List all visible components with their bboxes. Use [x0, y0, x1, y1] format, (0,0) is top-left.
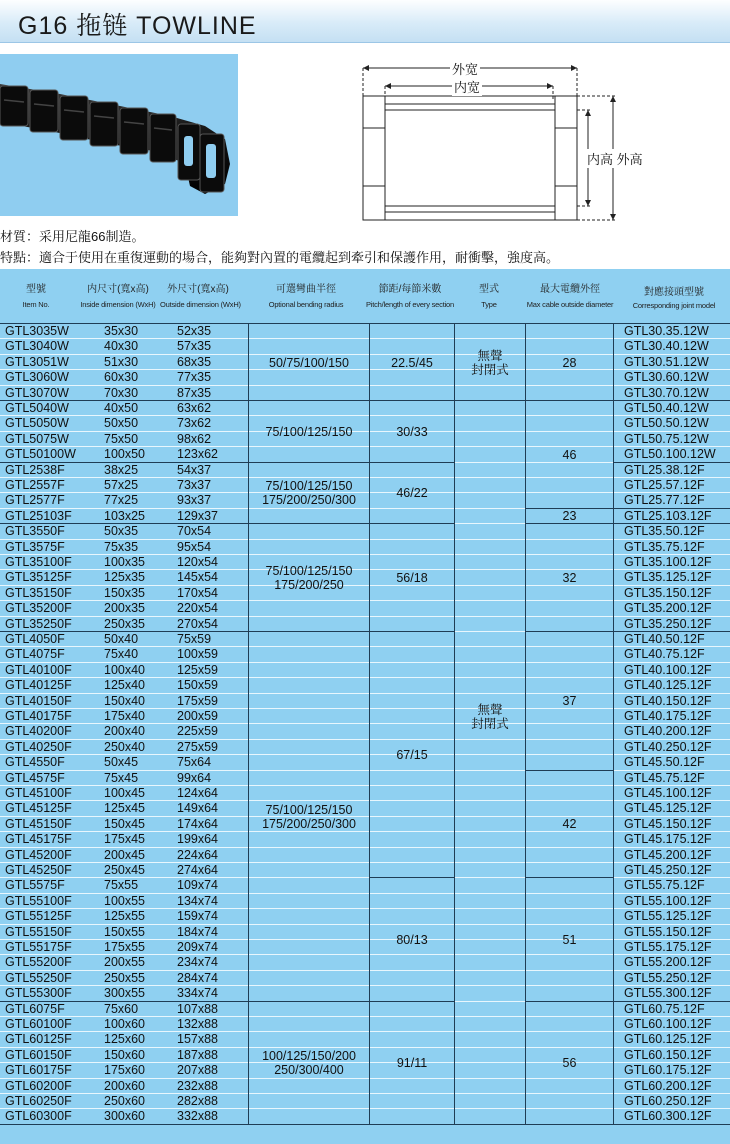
- grid-vline: [613, 324, 614, 1125]
- outside-dim-cell: 75x59: [177, 632, 212, 646]
- model-cell: GTL35200F: [5, 601, 72, 616]
- joint-model-cell: GTL35.250.12F: [624, 616, 712, 631]
- inside-dim-cell: 250x35: [104, 616, 146, 631]
- outside-dim-cell: 120x54: [177, 555, 219, 569]
- inside-dim-cell: 175x45: [104, 832, 146, 847]
- joint-model-cell: GTL60.125.12F: [624, 1032, 712, 1047]
- joint-model-cell: GTL55.175.12F: [624, 940, 712, 954]
- towline-photo: [0, 54, 238, 216]
- towline-chain-illustration: [0, 54, 238, 216]
- outside-dim-cell: 100x59: [177, 647, 219, 662]
- header-zh: 型式: [479, 284, 499, 295]
- joint-model-cell: GTL50.75.12W: [624, 431, 709, 446]
- pitch-cell: 46/22: [396, 486, 428, 501]
- outside-dim-cell: 63x62: [177, 401, 212, 415]
- header-zh: 對應接頭型號: [644, 287, 704, 298]
- outside-dim-cell: 73x37: [177, 478, 212, 492]
- header-col-5: [466, 284, 512, 309]
- joint-model-cell: GTL40.125.12F: [624, 678, 712, 693]
- joint-model-cell: GTL45.250.12F: [624, 863, 712, 877]
- header-zh: 最大電纜外徑: [540, 284, 600, 295]
- joint-model-cell: GTL45.125.12F: [624, 801, 712, 816]
- outside-dim-cell: 145x54: [177, 570, 219, 585]
- family-divider: [614, 1124, 730, 1125]
- pitch-cell: 91/11: [396, 1056, 428, 1071]
- joint-model-cell: GTL60.75.12F: [624, 1001, 705, 1016]
- inside-dim-cell: 35x30: [104, 324, 139, 338]
- group-divider: [370, 1124, 454, 1125]
- joint-model-cell: GTL45.75.12F: [624, 770, 705, 785]
- model-cell: GTL60200F: [5, 1078, 72, 1093]
- family-divider: [0, 1001, 248, 1002]
- model-cell: GTL4050F: [5, 632, 65, 646]
- bending-radius-cell: 75/100/125/150 175/200/250/300: [262, 802, 356, 831]
- joint-model-cell: GTL55.300.12F: [624, 986, 712, 1001]
- inside-dim-cell: 75x55: [104, 878, 139, 893]
- model-cell: GTL55125F: [5, 909, 72, 924]
- bending-radius-cell: 75/100/125/150: [265, 424, 353, 439]
- outside-dim-cell: 270x54: [177, 616, 219, 631]
- model-cell: GTL4075F: [5, 647, 65, 662]
- header-col-2: [160, 284, 241, 309]
- spec-table: [0, 269, 730, 1144]
- family-divider: [0, 462, 248, 463]
- inside-dim-cell: 150x45: [104, 816, 146, 831]
- joint-model-cell: GTL55.200.12F: [624, 955, 712, 970]
- cable-diameter-cell: 23: [562, 509, 577, 524]
- model-cell: GTL55100F: [5, 893, 72, 908]
- joint-model-cell: GTL55.75.12F: [624, 878, 705, 893]
- outside-dim-cell: 75x64: [177, 755, 212, 770]
- outside-dim-cell: 199x64: [177, 832, 219, 847]
- model-cell: GTL35100F: [5, 555, 72, 569]
- joint-model-cell: GTL35.150.12F: [624, 585, 712, 600]
- model-cell: GTL3575F: [5, 539, 65, 554]
- family-divider: [0, 523, 248, 524]
- cross-section-diagram: [355, 56, 685, 224]
- outside-dim-cell: 332x88: [177, 1109, 219, 1124]
- model-cell: GTL40250F: [5, 739, 72, 754]
- outside-dim-cell: 274x64: [177, 863, 219, 877]
- model-cell: GTL2577F: [5, 493, 65, 508]
- height-labels: 内高 外高: [585, 149, 645, 168]
- inside-dim-cell: 100x50: [104, 447, 146, 462]
- model-cell: GTL45150F: [5, 816, 72, 831]
- family-divider: [0, 1124, 248, 1125]
- inside-dim-cell: 300x55: [104, 986, 146, 1001]
- inside-dim-cell: 77x25: [104, 493, 139, 508]
- model-cell: GTL60100F: [5, 1017, 72, 1031]
- joint-model-cell: GTL30.51.12W: [624, 354, 709, 369]
- joint-model-cell: GTL30.35.12W: [624, 324, 709, 338]
- header-zh: 型號: [26, 284, 46, 295]
- inside-dim-cell: 150x35: [104, 585, 146, 600]
- bending-radius-cell: 50/75/100/150: [269, 355, 349, 370]
- outside-dim-cell: 284x74: [177, 970, 219, 985]
- table-body: [0, 324, 730, 1144]
- model-cell: GTL45100F: [5, 786, 72, 800]
- model-cell: GTL50100W: [5, 447, 76, 462]
- inside-dim-cell: 125x45: [104, 801, 146, 816]
- type-cell: 無聲 封閉式: [471, 702, 509, 731]
- inside-dim-cell: 75x40: [104, 647, 139, 662]
- model-cell: GTL5575F: [5, 878, 65, 893]
- inside-dim-cell: 50x40: [104, 632, 139, 646]
- joint-model-cell: GTL25.77.12F: [624, 493, 705, 508]
- family-divider: [614, 400, 730, 401]
- page-title: G16 拖链 TOWLINE: [18, 12, 257, 40]
- joint-model-cell: GTL30.60.12W: [624, 370, 709, 385]
- outside-dim-cell: 134x74: [177, 893, 219, 908]
- family-divider: [614, 1001, 730, 1002]
- outside-dim-cell: 77x35: [177, 370, 212, 385]
- model-cell: GTL60300F: [5, 1109, 72, 1124]
- joint-model-cell: GTL35.75.12F: [624, 539, 705, 554]
- outside-dim-cell: 87x35: [177, 385, 212, 400]
- model-cell: GTL3035W: [5, 324, 69, 338]
- outside-dim-cell: 209x74: [177, 940, 219, 954]
- outside-dim-cell: 73x62: [177, 416, 212, 431]
- model-cell: GTL40100F: [5, 662, 72, 677]
- model-cell: GTL60175F: [5, 1063, 72, 1078]
- header-zh: 外尺寸(寬x高): [167, 284, 229, 295]
- inside-dim-cell: 200x60: [104, 1078, 146, 1093]
- outside-dim-cell: 52x35: [177, 324, 212, 338]
- outside-dim-cell: 68x35: [177, 354, 212, 369]
- model-cell: GTL60150F: [5, 1047, 72, 1062]
- inside-dim-cell: 51x30: [104, 354, 139, 369]
- joint-model-cell: GTL30.40.12W: [624, 339, 709, 354]
- outside-dim-cell: 109x74: [177, 878, 219, 893]
- header-en: Type: [481, 300, 497, 309]
- model-cell: GTL60250F: [5, 1094, 72, 1108]
- joint-model-cell: GTL40.75.12F: [624, 647, 705, 662]
- header-en: Outside dimension (WxH): [160, 300, 241, 309]
- joint-model-cell: GTL55.125.12F: [624, 909, 712, 924]
- features-note: 特點：適合于使用在重復運動的場合，能夠對內置的電纜起到牽引和保護作用，耐衝擊，強度高。: [0, 250, 560, 265]
- model-cell: GTL60125F: [5, 1032, 72, 1047]
- outside-dim-cell: 93x37: [177, 493, 212, 508]
- header-col-1: [78, 284, 158, 309]
- model-cell: GTL55175F: [5, 940, 72, 954]
- joint-model-cell: GTL40.150.12F: [624, 693, 712, 708]
- bending-radius-cell: 75/100/125/150 175/200/250/300: [262, 479, 356, 508]
- material-note: 材質：采用尼龍66制造。: [0, 229, 145, 244]
- joint-model-cell: GTL45.100.12F: [624, 786, 712, 800]
- inside-dim-cell: 100x55: [104, 893, 146, 908]
- outside-dim-cell: 149x64: [177, 801, 219, 816]
- joint-model-cell: GTL40.100.12F: [624, 662, 712, 677]
- cable-diameter-cell: 51: [562, 932, 577, 947]
- model-cell: GTL2538F: [5, 462, 65, 477]
- model-cell: GTL2557F: [5, 478, 65, 492]
- joint-model-cell: GTL60.200.12F: [624, 1078, 712, 1093]
- outside-dim-cell: 98x62: [177, 431, 212, 446]
- inside-dim-cell: 200x45: [104, 847, 146, 862]
- joint-model-cell: GTL60.175.12F: [624, 1063, 712, 1078]
- joint-model-cell: GTL60.250.12F: [624, 1094, 712, 1108]
- header-en: Inside dimension (WxH): [80, 300, 156, 309]
- joint-model-cell: GTL55.250.12F: [624, 970, 712, 985]
- header-en: Max cable outside diameter: [526, 300, 614, 309]
- model-cell: GTL45250F: [5, 863, 72, 877]
- pitch-cell: 30/33: [396, 424, 428, 439]
- header-zh: 内尺寸(寬x高): [87, 284, 149, 295]
- header-col-6: [522, 284, 618, 309]
- model-cell: GTL55300F: [5, 986, 72, 1001]
- group-divider: [526, 1124, 613, 1125]
- cable-diameter-cell: 46: [562, 447, 577, 462]
- outer-width-label: 外宽: [450, 59, 480, 78]
- header-zh: 可選彎曲半徑: [276, 284, 336, 295]
- joint-model-cell: GTL40.200.12F: [624, 724, 712, 739]
- inside-dim-cell: 57x25: [104, 478, 139, 492]
- outside-dim-cell: 159x74: [177, 909, 219, 924]
- outside-dim-cell: 174x64: [177, 816, 219, 831]
- inside-dim-cell: 75x35: [104, 539, 139, 554]
- outside-dim-cell: 170x54: [177, 585, 219, 600]
- inside-dim-cell: 125x40: [104, 678, 146, 693]
- inside-dim-cell: 75x60: [104, 1001, 139, 1016]
- model-cell: GTL4575F: [5, 770, 65, 785]
- model-cell: GTL45125F: [5, 801, 72, 816]
- header-en: Optional bending radius: [268, 300, 344, 309]
- joint-model-cell: GTL45.175.12F: [624, 832, 712, 847]
- model-cell: GTL40125F: [5, 678, 72, 693]
- outside-dim-cell: 132x88: [177, 1017, 219, 1031]
- header-col-0: [4, 284, 68, 309]
- inside-dim-cell: 100x35: [104, 555, 146, 569]
- inside-dim-cell: 75x45: [104, 770, 139, 785]
- outside-dim-cell: 334x74: [177, 986, 219, 1001]
- inside-dim-cell: 50x35: [104, 524, 139, 539]
- outside-dim-cell: 275x59: [177, 739, 219, 754]
- outside-dim-cell: 184x74: [177, 924, 219, 939]
- joint-model-cell: GTL25.57.12F: [624, 478, 705, 492]
- joint-model-cell: GTL55.100.12F: [624, 893, 712, 908]
- inside-dim-cell: 100x45: [104, 786, 146, 800]
- header-col-3: [246, 284, 366, 309]
- inside-dim-cell: 200x35: [104, 601, 146, 616]
- model-cell: GTL5040W: [5, 401, 69, 415]
- inside-dim-cell: 175x60: [104, 1063, 146, 1078]
- outside-dim-cell: 125x59: [177, 662, 219, 677]
- model-cell: GTL5075W: [5, 431, 69, 446]
- model-cell: GTL55150F: [5, 924, 72, 939]
- inside-dim-cell: 200x40: [104, 724, 146, 739]
- joint-model-cell: GTL35.125.12F: [624, 570, 712, 585]
- joint-model-cell: GTL30.70.12W: [624, 385, 709, 400]
- cable-diameter-cell: 37: [562, 694, 577, 709]
- model-cell: GTL45175F: [5, 832, 72, 847]
- outside-dim-cell: 224x64: [177, 847, 219, 862]
- family-divider: [0, 631, 248, 632]
- outside-dim-cell: 175x59: [177, 693, 219, 708]
- joint-model-cell: GTL25.103.12F: [624, 508, 712, 523]
- group-divider: [455, 1124, 525, 1125]
- joint-model-cell: GTL35.200.12F: [624, 601, 712, 616]
- cable-diameter-cell: 42: [562, 817, 577, 832]
- joint-model-cell: GTL45.150.12F: [624, 816, 712, 831]
- joint-model-cell: GTL50.40.12W: [624, 401, 709, 415]
- joint-model-cell: GTL40.175.12F: [624, 709, 712, 723]
- model-cell: GTL55200F: [5, 955, 72, 970]
- inside-dim-cell: 40x30: [104, 339, 139, 354]
- dimension-drawing: [355, 56, 685, 224]
- inside-dim-cell: 300x60: [104, 1109, 146, 1124]
- model-cell: GTL45200F: [5, 847, 72, 862]
- outside-dim-cell: 232x88: [177, 1078, 219, 1093]
- model-cell: GTL55250F: [5, 970, 72, 985]
- outside-dim-cell: 129x37: [177, 508, 219, 523]
- inside-dim-cell: 175x55: [104, 940, 146, 954]
- family-divider: [614, 631, 730, 632]
- model-cell: GTL4550F: [5, 755, 65, 770]
- inside-dim-cell: 250x60: [104, 1094, 146, 1108]
- outside-dim-cell: 150x59: [177, 678, 219, 693]
- joint-model-cell: GTL60.100.12F: [624, 1017, 712, 1031]
- outside-dim-cell: 187x88: [177, 1047, 219, 1062]
- joint-model-cell: GTL55.150.12F: [624, 924, 712, 939]
- type-cell: 無聲 封閉式: [471, 348, 509, 377]
- header-col-7: [620, 287, 728, 310]
- outside-dim-cell: 207x88: [177, 1063, 219, 1078]
- outside-dim-cell: 99x64: [177, 770, 212, 785]
- outside-dim-cell: 157x88: [177, 1032, 219, 1047]
- joint-model-cell: GTL45.200.12F: [624, 847, 712, 862]
- outside-dim-cell: 234x74: [177, 955, 219, 970]
- inside-dim-cell: 125x35: [104, 570, 146, 585]
- joint-model-cell: GTL60.300.12F: [624, 1109, 712, 1124]
- model-cell: GTL40150F: [5, 693, 72, 708]
- model-cell: GTL3051W: [5, 354, 69, 369]
- cable-diameter-cell: 56: [562, 1056, 577, 1071]
- outside-dim-cell: 200x59: [177, 709, 219, 723]
- inside-dim-cell: 50x45: [104, 755, 139, 770]
- family-divider: [0, 400, 248, 401]
- header-zh: 節距/每節米數: [378, 284, 442, 295]
- inside-dim-cell: 60x30: [104, 370, 139, 385]
- inside-dim-cell: 70x30: [104, 385, 139, 400]
- outside-dim-cell: 220x54: [177, 601, 219, 616]
- model-cell: GTL6075F: [5, 1001, 65, 1016]
- joint-model-cell: GTL40.50.12F: [624, 632, 705, 646]
- outside-dim-cell: 95x54: [177, 539, 212, 554]
- joint-model-cell: GTL25.38.12F: [624, 462, 705, 477]
- family-divider: [614, 523, 730, 524]
- inside-dim-cell: 40x50: [104, 401, 139, 415]
- outside-dim-cell: 124x64: [177, 786, 219, 800]
- outside-dim-cell: 225x59: [177, 724, 219, 739]
- inside-dim-cell: 250x45: [104, 863, 146, 877]
- model-cell: GTL35125F: [5, 570, 72, 585]
- joint-model-cell: GTL40.250.12F: [624, 739, 712, 754]
- bending-radius-cell: 75/100/125/150 175/200/250: [265, 564, 353, 593]
- model-cell: GTL40175F: [5, 709, 72, 723]
- pitch-cell: 80/13: [396, 932, 428, 947]
- inside-dim-cell: 150x60: [104, 1047, 146, 1062]
- model-cell: GTL35250F: [5, 616, 72, 631]
- inside-dim-cell: 75x50: [104, 431, 139, 446]
- inside-dim-cell: 125x55: [104, 909, 146, 924]
- inside-dim-cell: 250x55: [104, 970, 146, 985]
- header-en: Pitch/length of every section: [365, 300, 454, 309]
- group-divider: [249, 1124, 369, 1125]
- inside-dim-cell: 100x60: [104, 1017, 146, 1031]
- joint-model-cell: GTL35.50.12F: [624, 524, 705, 539]
- outside-dim-cell: 123x62: [177, 447, 219, 462]
- model-cell: GTL40200F: [5, 724, 72, 739]
- inside-dim-cell: 125x60: [104, 1032, 146, 1047]
- outside-dim-cell: 107x88: [177, 1001, 219, 1016]
- cable-diameter-cell: 28: [562, 355, 577, 370]
- outside-dim-cell: 57x35: [177, 339, 212, 354]
- model-cell: GTL3040W: [5, 339, 69, 354]
- model-cell: GTL25103F: [5, 508, 72, 523]
- inside-dim-cell: 250x40: [104, 739, 146, 754]
- inside-dim-cell: 200x55: [104, 955, 146, 970]
- inside-dim-cell: 38x25: [104, 462, 139, 477]
- bending-radius-cell: 100/125/150/200 250/300/400: [262, 1049, 356, 1078]
- family-divider: [614, 462, 730, 463]
- header-en: Corresponding joint model: [632, 301, 716, 310]
- model-cell: GTL3060W: [5, 370, 69, 385]
- model-cell: GTL3070W: [5, 385, 69, 400]
- joint-model-cell: GTL35.100.12F: [624, 555, 712, 569]
- joint-model-cell: GTL50.50.12W: [624, 416, 709, 431]
- inside-dim-cell: 100x40: [104, 662, 146, 677]
- inside-dim-cell: 150x55: [104, 924, 146, 939]
- model-cell: GTL3550F: [5, 524, 65, 539]
- pitch-cell: 22.5/45: [391, 355, 433, 370]
- pitch-cell: 67/15: [396, 748, 428, 763]
- joint-model-cell: GTL45.50.12F: [624, 755, 705, 770]
- inside-dim-cell: 50x50: [104, 416, 139, 431]
- cable-diameter-cell: 32: [562, 571, 577, 586]
- pitch-cell: 56/18: [396, 571, 428, 586]
- family-divider: [614, 508, 730, 509]
- inside-dim-cell: 150x40: [104, 693, 146, 708]
- outside-dim-cell: 54x37: [177, 462, 212, 477]
- inner-width-label: 内宽: [452, 77, 482, 96]
- joint-model-cell: GTL50.100.12W: [624, 447, 716, 462]
- model-cell: GTL5050W: [5, 416, 69, 431]
- joint-model-cell: GTL60.150.12F: [624, 1047, 712, 1062]
- inside-dim-cell: 175x40: [104, 709, 146, 723]
- inside-dim-cell: 103x25: [104, 508, 146, 523]
- outside-dim-cell: 70x54: [177, 524, 212, 539]
- header-col-4: [356, 284, 464, 309]
- header-en: Item No.: [22, 300, 50, 309]
- outside-dim-cell: 282x88: [177, 1094, 219, 1108]
- page-banner: [0, 0, 730, 43]
- model-cell: GTL35150F: [5, 585, 72, 600]
